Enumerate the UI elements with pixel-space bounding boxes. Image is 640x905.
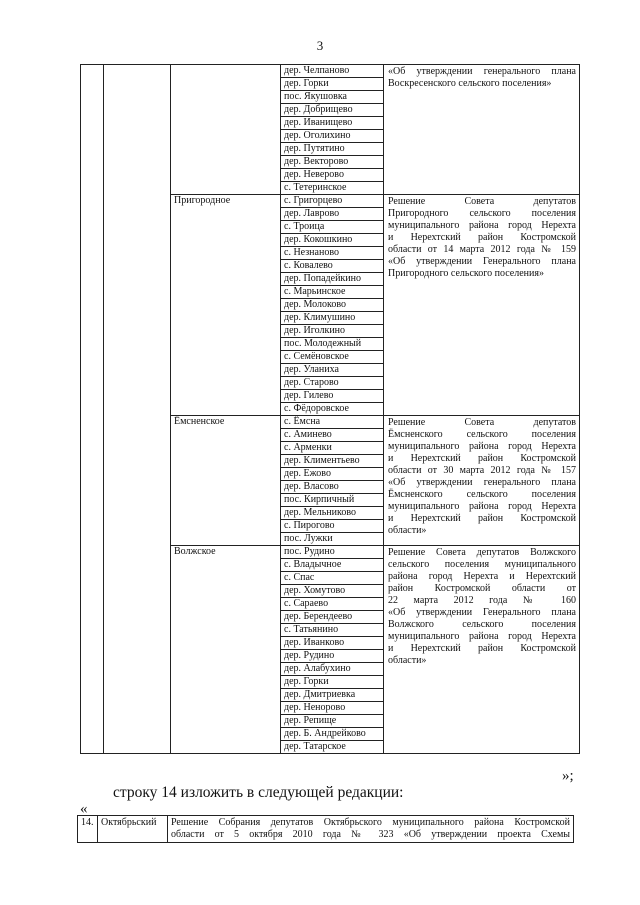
- village-name: дер. Репище: [281, 715, 384, 728]
- village-name: с. Троица: [281, 221, 384, 234]
- decision-line: «Об утверждении Генерального плана: [388, 607, 576, 618]
- decision-line: Решение Совета депутатов: [388, 417, 576, 428]
- settlement-name: Ёмсненское: [171, 416, 281, 546]
- decision-line: и Нерехтский район Костромской: [388, 643, 576, 654]
- settlements-table: [80, 64, 580, 754]
- decision-line: муниципального района город Нерехта: [388, 631, 576, 642]
- page-number: 3: [316, 38, 324, 53]
- village-name: пос. Кирпичный: [281, 494, 384, 507]
- decision-line: и Нерехтский район Костромской: [388, 453, 576, 464]
- village-name: с. Пирогово: [281, 520, 384, 533]
- village-name: с. Сараево: [281, 598, 384, 611]
- row-14-line: Решение Собрания депутатов Октябрьского муниципального района Костромской: [171, 817, 570, 828]
- village-name: дер. Иголкино: [281, 325, 384, 338]
- village-name: дер. Ежово: [281, 468, 384, 481]
- decision-line: области»: [388, 525, 427, 536]
- village-name: с. Семёновское: [281, 351, 384, 364]
- village-name: дер. Климентьево: [281, 455, 384, 468]
- village-name: дер. Дмитриевка: [281, 689, 384, 702]
- village-name: дер. Молоково: [281, 299, 384, 312]
- village-name: дер. Кокошкино: [281, 234, 384, 247]
- decision-line: муниципального района город Нерехта: [388, 220, 576, 231]
- decision-line: Ёмсненского сельского поселения: [388, 429, 576, 440]
- village-name: с. Владычное: [281, 559, 384, 572]
- decision-line: Волжского сельского поселения: [388, 619, 576, 630]
- decision-line: «Об утверждении Генерального плана: [388, 256, 576, 267]
- instruction-heading: строку 14 изложить в следующей редакции:: [113, 784, 404, 801]
- village-name: дер. Горки: [281, 676, 384, 689]
- village-name: дер. Татарское: [281, 741, 384, 754]
- village-name: дер. Неверово: [281, 169, 384, 182]
- decision-text: [384, 416, 580, 546]
- opening-quote: «: [80, 801, 88, 817]
- decision-line: «Об утверждении генерального плана: [388, 66, 576, 77]
- decision-line: 22 марта 2012 года № 160: [388, 595, 576, 606]
- village-name: дер. Ненорово: [281, 702, 384, 715]
- village-name: дер. Векторово: [281, 156, 384, 169]
- table-row: [78, 816, 574, 843]
- decision-line: Решение Совета депутатов: [388, 196, 576, 207]
- decision-line: района город Нерехта и Нерехтский: [388, 571, 576, 582]
- decision-line: области»: [388, 655, 427, 666]
- village-name: дер. Оголихино: [281, 130, 384, 143]
- row-number: 14.: [78, 816, 98, 843]
- village-name: с. Аминево: [281, 429, 384, 442]
- village-name: дер. Уланиха: [281, 364, 384, 377]
- village-name: с. Ковалево: [281, 260, 384, 273]
- village-name: пос. Рудино: [281, 546, 384, 559]
- decision-line: области от 30 марта 2012 года № 157: [388, 465, 576, 476]
- village-name: дер. Иванково: [281, 637, 384, 650]
- village-name: дер. Рудино: [281, 650, 384, 663]
- decision-line: Решение Совета депутатов Волжского: [388, 547, 576, 558]
- village-name: дер. Путятино: [281, 143, 384, 156]
- village-name: дер. Гилево: [281, 390, 384, 403]
- decision-line: Пригородного сельского поселения»: [388, 268, 544, 279]
- decision-line: муниципального района город Нерехта: [388, 441, 576, 452]
- village-name: с. Незнаново: [281, 247, 384, 260]
- village-name: пос. Молодежный: [281, 338, 384, 351]
- village-name: с. Арменки: [281, 442, 384, 455]
- settlement-name: Пригородное: [171, 195, 281, 416]
- settlement-name: Волжское: [171, 546, 281, 754]
- decision-line: области от 14 марта 2012 года № 159: [388, 244, 576, 255]
- decision-line: сельского поселения муниципального: [388, 559, 576, 570]
- row-14-line: области от 5 октября 2010 года № 323 «Об утверждении проекта Схемы: [171, 829, 570, 840]
- village-name: с. Тетеринское: [281, 182, 384, 195]
- decision-line: Пригородного сельского поселения: [388, 208, 576, 219]
- village-name: с. Ёмсна: [281, 416, 384, 429]
- village-name: дер. Лаврово: [281, 208, 384, 221]
- village-name: с. Татьянино: [281, 624, 384, 637]
- district-column-cell: [104, 65, 171, 754]
- decision-text: [384, 195, 580, 416]
- village-name: дер. Старово: [281, 377, 384, 390]
- decision-line: и Нерехтский район Костромской: [388, 232, 576, 243]
- row-14-table: [77, 815, 574, 843]
- village-name: дер. Мельниково: [281, 507, 384, 520]
- decision-line: район Костромской области от: [388, 583, 576, 594]
- number-column-cell: [81, 65, 104, 754]
- village-name: с. Григорцево: [281, 195, 384, 208]
- table-row: [81, 65, 580, 78]
- village-name: дер. Челпаново: [281, 65, 384, 78]
- row-14-text: [168, 816, 574, 843]
- village-name: дер. Берендеево: [281, 611, 384, 624]
- decision-text: [384, 65, 580, 195]
- village-name: пос. Лужки: [281, 533, 384, 546]
- closing-quote: »;: [562, 768, 574, 784]
- village-name: пос. Якушовка: [281, 91, 384, 104]
- village-name: дер. Климушино: [281, 312, 384, 325]
- decision-line: и Нерехтский район Костромской: [388, 513, 576, 524]
- village-name: дер. Власово: [281, 481, 384, 494]
- village-name: дер. Попадейкино: [281, 273, 384, 286]
- settlement-name: [171, 65, 281, 195]
- decision-line: «Об утверждении генерального плана: [388, 477, 576, 488]
- village-name: с. Спас: [281, 572, 384, 585]
- decision-line: муниципального района город Нерехта: [388, 501, 576, 512]
- village-name: дер. Добрищево: [281, 104, 384, 117]
- decision-text: [384, 546, 580, 754]
- village-name: дер. Б. Андрейково: [281, 728, 384, 741]
- village-name: с. Марьинское: [281, 286, 384, 299]
- village-name: дер. Иванищево: [281, 117, 384, 130]
- decision-line: Воскресенского сельского поселения»: [388, 78, 552, 89]
- village-name: дер. Горки: [281, 78, 384, 91]
- district-name: Октябрьский: [98, 816, 168, 843]
- village-name: дер. Алабухино: [281, 663, 384, 676]
- decision-line: Ёмсненского сельского поселения: [388, 489, 576, 500]
- village-name: дер. Хомутово: [281, 585, 384, 598]
- village-name: с. Фёдоровское: [281, 403, 384, 416]
